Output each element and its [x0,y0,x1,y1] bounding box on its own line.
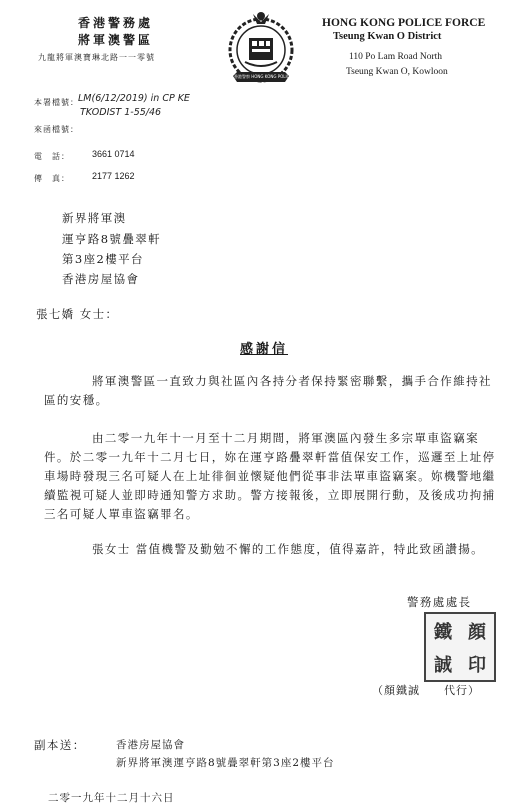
signer-name: （顏鐵誠 代行） [372,684,480,697]
cc-line-1: 香港房屋協會 [116,739,185,751]
tel-value: 3661 0714 [92,149,135,159]
paragraph-3: 張女士 當值機警及勤勉不懈的工作態度，值得嘉許，特此致函讚揚。 [92,542,485,556]
recipient-line-4: 香港房屋協會 [62,272,140,286]
cn-district-name: 將軍澳警區 [78,33,154,47]
signature-seal [424,612,496,682]
fax-label: 傳 真： [34,174,70,183]
cn-org-name: 香港警務處 [78,16,154,30]
seal-char: 誠 [434,654,452,676]
fax-value: 2177 1262 [92,171,135,181]
paragraph-1: 將軍澳警區一直致力與社區內各持分者保持緊密聯繫，攜手合作維持社區的安穩。 [44,374,492,407]
en-district-name: Tseung Kwan O District [333,31,442,42]
recipient-line-2: 運亨路8號疊翠軒 [62,232,162,246]
police-emblem-icon [225,10,297,94]
paragraph-2: 由二零一九年十一月至十二月期間，將軍澳區內發生多宗單車盜竊案件。於二零一九年十二月七日，妳在運亨路疊翠軒當值保安工作，巡邏至上址停車場時發現三名可疑人在上址徘徊並懷疑他們從事非法單車盜竊案。妳機警地繼續監視可疑人並即時通知警方求助。警方接報後，立即展開行動，及後成功拘捕三名可疑人單車盜竊罪名。 [44,431,496,521]
cc-line-2: 新界將軍澳運亨路8號疊翠軒第3座2樓平台 [116,757,335,769]
en-address-line-1: 110 Po Lam Road North [349,52,443,62]
salutation: 張七嬌 女士： [36,307,119,321]
en-address-line-2: Tseung Kwan O, Kowloon [346,67,448,77]
our-ref-label: 本署檔號： [34,98,79,107]
our-ref-value-2: TKODIST 1-55/46 [80,107,162,118]
police-emblem [225,10,297,94]
letter-date: 二零一九年十二月十六日 [48,792,175,804]
emblem-ribbon-text: 香港警察 HONG KONG POLICE [234,74,292,79]
signature-title: 警務處處長 [407,595,472,609]
seal-char: 印 [468,654,486,676]
your-ref-label: 來函檔號： [34,125,79,134]
recipient-line-1: 新界將軍澳 [62,211,127,225]
seal-char: 顔 [468,621,486,643]
cc-label: 副本送： [34,738,86,752]
letter-title: 感謝信 [240,342,289,357]
recipient-line-3: 第3座2樓平台 [62,252,144,266]
en-org-name: HONG KONG POLICE FORCE [322,17,486,29]
tel-label: 電 話： [34,152,70,161]
seal-char: 鐵 [434,621,452,643]
cn-address: 九龍將軍澳寶琳北路一一零號 [38,53,155,62]
our-ref-value-1: LM(6/12/2019) in CP KE [78,93,190,104]
